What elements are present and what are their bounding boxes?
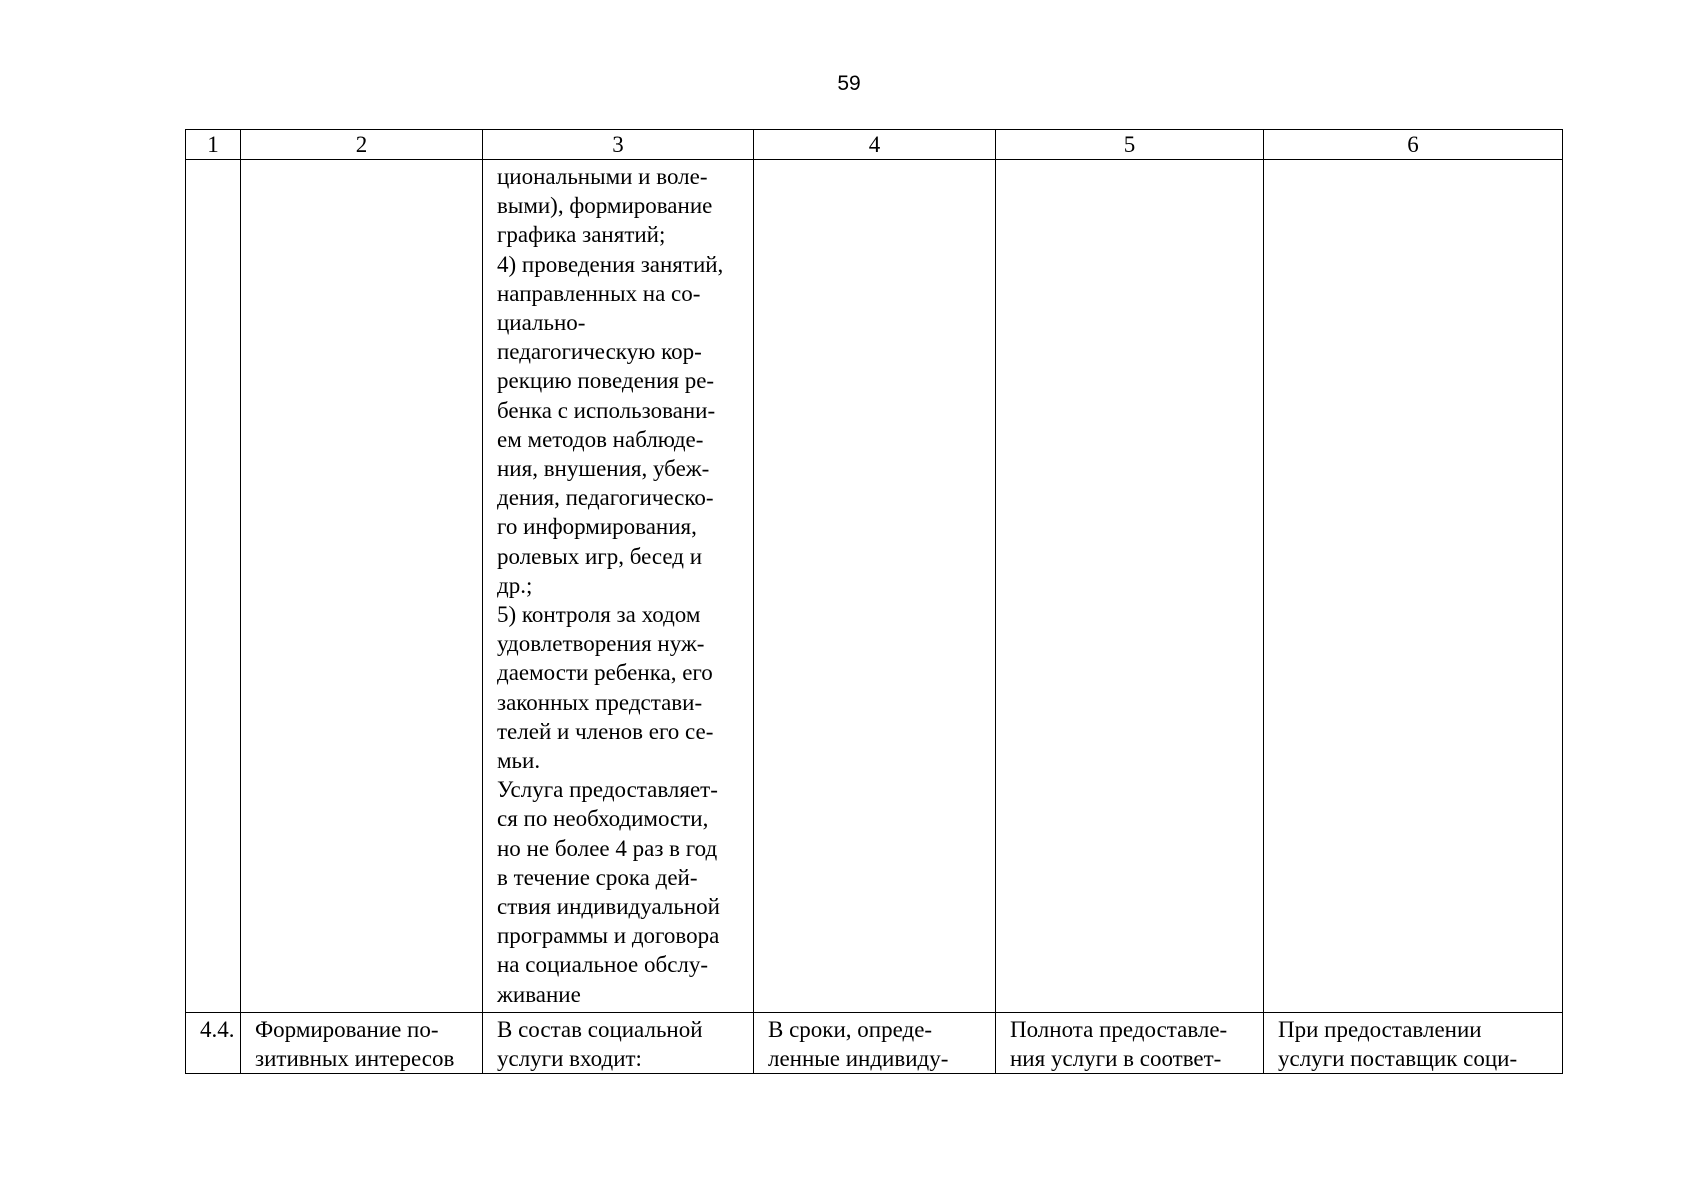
item-quality-indicators: [996, 1013, 1264, 1074]
text-line: ния услуги в соответ-: [1010, 1046, 1222, 1072]
text-line: 5) контроля за ходом: [497, 602, 701, 628]
services-table: [185, 129, 1563, 1074]
text-line: ся по необходимости,: [497, 806, 709, 832]
text-line: бенка с использовани-: [497, 397, 716, 423]
text-line: ствия индивидуальной: [497, 894, 720, 920]
table-row: [186, 1013, 1563, 1074]
text-line: циональными и воле-: [497, 164, 708, 189]
table-header-row: [186, 130, 1563, 160]
page-number: 59: [837, 72, 861, 95]
text-line: телей и членов его се-: [497, 718, 714, 744]
header-cell-1: 1: [186, 130, 241, 160]
text-line: выми), формирование: [497, 193, 713, 219]
item-number: 4.4.: [186, 1013, 241, 1074]
text-line: 4) проведения занятий,: [497, 251, 724, 277]
text-line: Услуга предоставляет-: [497, 777, 718, 803]
text-line: др.;: [497, 572, 533, 598]
cont-cell-terms: [754, 160, 996, 1013]
text-line: го информирования,: [497, 514, 697, 540]
text-line: В сроки, опреде-: [768, 1017, 933, 1042]
cont-cell-name: [241, 160, 483, 1013]
text-line: но не более 4 раз в год: [497, 835, 718, 861]
text-line: даемости ребенка, его: [497, 660, 713, 686]
text-line: рекцию поведения ре-: [497, 368, 715, 394]
text-line: педагогическую кор-: [497, 339, 702, 365]
text-line: графика занятий;: [497, 222, 666, 248]
header-cell-4: 4: [754, 130, 996, 160]
text-line: на социальное обслу-: [497, 952, 709, 978]
header-cell-5: 5: [996, 130, 1264, 160]
text-line: ния, внушения, убеж-: [497, 456, 710, 482]
header-cell-3: 3: [483, 130, 754, 160]
text-line: ем методов наблюде-: [497, 426, 704, 452]
text-line: живание: [497, 981, 581, 1007]
text-line: Полнота предоставле-: [1010, 1017, 1228, 1042]
cont-cell-number: [186, 160, 241, 1013]
text-line: мьи.: [497, 748, 541, 774]
header-cell-2: 2: [241, 130, 483, 160]
cont-cell-description: [483, 160, 754, 1013]
text-line: ролевых игр, бесед и: [497, 543, 703, 569]
text-line: направленных на со-: [497, 280, 701, 306]
text-line: дения, педагогическо-: [497, 485, 714, 511]
text-line: В состав социальной: [497, 1017, 703, 1042]
text-line: циально-: [497, 310, 586, 336]
text-line: удовлетворения нуж-: [497, 631, 705, 657]
text-line: зитивных интересов: [255, 1046, 455, 1072]
text-line: услуги поставщик соци-: [1278, 1046, 1518, 1072]
header-cell-6: 6: [1264, 130, 1563, 160]
text-line: При предоставлении: [1278, 1017, 1482, 1042]
table-row: [186, 160, 1563, 1013]
item-provision-conditions: [1264, 1013, 1563, 1074]
text-line: программы и договора: [497, 923, 720, 949]
item-service-name: [241, 1013, 483, 1074]
cont-cell-indicators: [996, 160, 1264, 1013]
text-line: Формирование по-: [255, 1017, 439, 1042]
item-service-description: [483, 1013, 754, 1074]
text-line: услуги входит:: [497, 1046, 642, 1072]
text-line: ленные индивиду-: [768, 1046, 949, 1072]
cont-cell-conditions: [1264, 160, 1563, 1013]
text-line: в течение срока дей-: [497, 864, 698, 890]
text-line: законных представи-: [497, 689, 703, 715]
item-service-terms: [754, 1013, 996, 1074]
